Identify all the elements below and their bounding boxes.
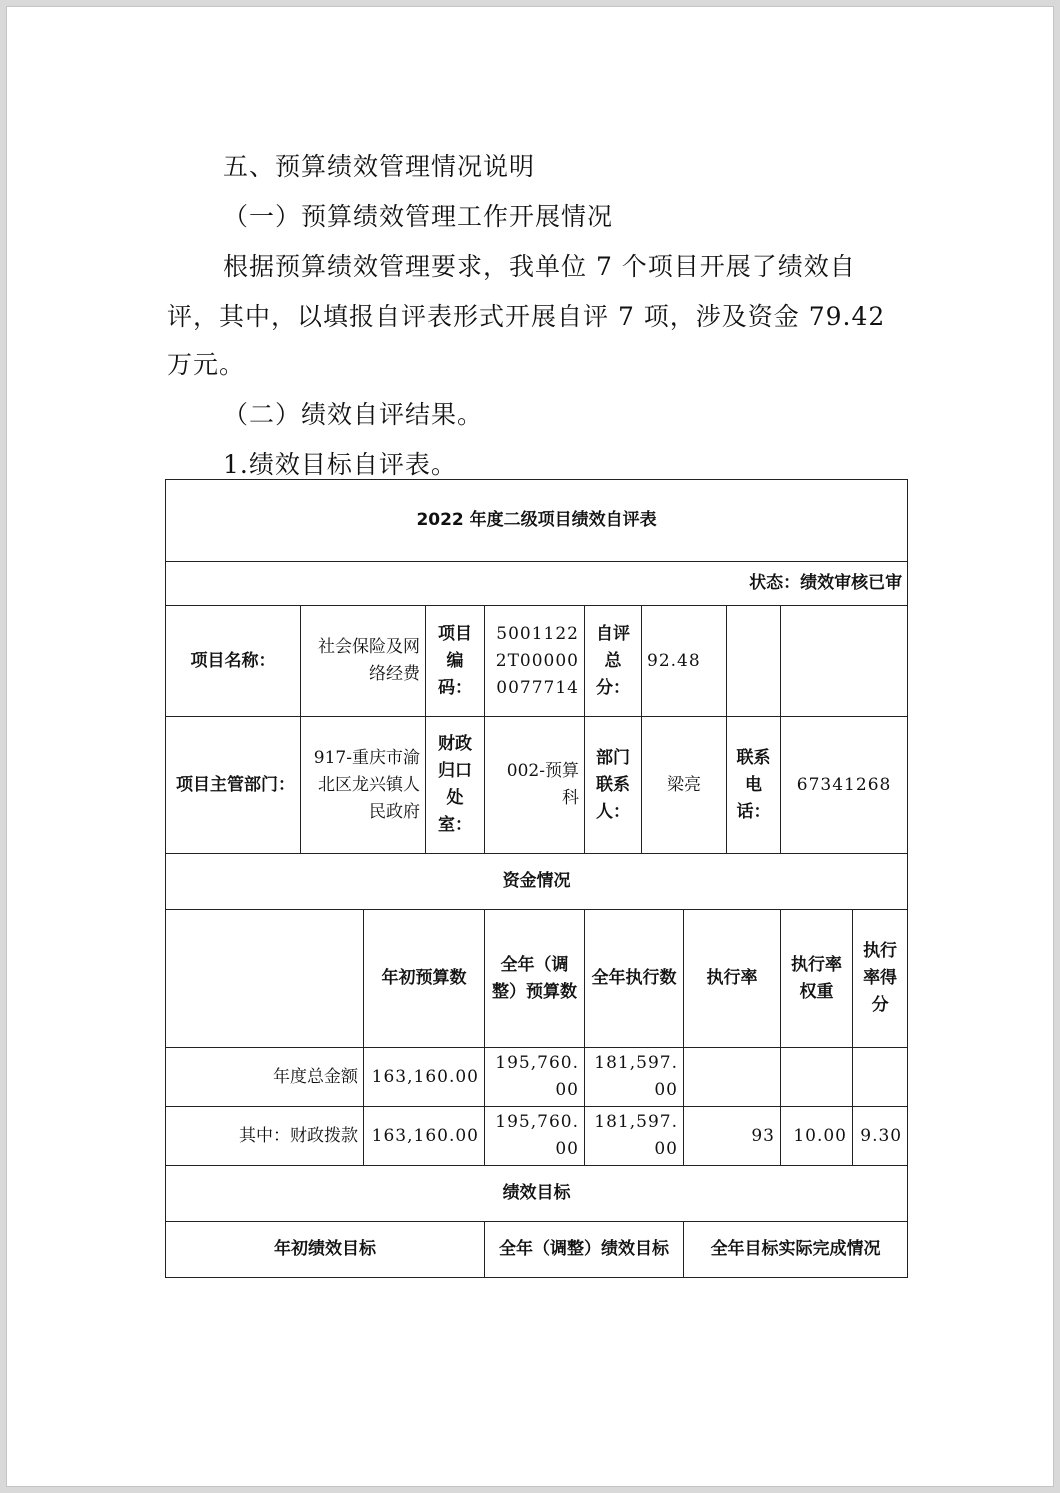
fund-initial-value: 163,160.00 [364,1048,485,1107]
fund-header-adjusted: 全年（调整）预算数 [485,910,585,1048]
contact-value: 梁亮 [642,717,727,854]
project-code-value: 50011222T000000077714 [485,606,585,717]
table-row [166,1107,908,1166]
subheading-2: （二）绩效自评结果。 [223,400,484,429]
fund-executed-value: 181,597.00 [585,1107,684,1166]
finance-office-label: 财政归口处室： [426,717,485,854]
fund-header-score: 执行率得分 [853,910,908,1048]
project-name-value: 社会保险及网络经费 [301,606,426,717]
empty-cell [727,606,781,717]
phone-value: 67341268 [781,717,908,854]
fund-initial-value: 163,160.00 [364,1107,485,1166]
goal-header-actual: 全年目标实际完成情况 [684,1222,908,1278]
table-title: 2022 年度二级项目绩效自评表 [166,480,908,562]
score-label: 自评总分： [585,606,642,717]
fund-header-initial: 年初预算数 [364,910,485,1048]
empty-cell [781,606,908,717]
fund-rate-value: 93 [684,1107,781,1166]
performance-self-evaluation-table [165,479,908,1278]
contact-label: 部门联系人： [585,717,642,854]
body-text-line-3: 万元。 [167,350,246,379]
project-code-label: 项目编码： [426,606,485,717]
table-row [166,1048,908,1107]
funds-section-heading: 资金情况 [166,854,908,910]
fund-adjusted-value: 195,760.00 [485,1048,585,1107]
fund-header-rate: 执行率 [684,910,781,1048]
subheading-1: （一）预算绩效管理工作开展情况 [223,202,614,231]
finance-office-value: 002-预算科 [485,717,585,854]
department-value: 917-重庆市渝北区龙兴镇人民政府 [301,717,426,854]
project-name-label: 项目名称： [166,606,301,717]
goals-section-heading: 绩效目标 [166,1166,908,1222]
empty-cell [166,910,364,1048]
fund-adjusted-value: 195,760.00 [485,1107,585,1166]
fund-row-label: 年度总金额 [166,1048,364,1107]
score-value: 92.48 [642,606,727,717]
goal-header-initial: 年初绩效目标 [166,1222,485,1278]
phone-label: 联系电话： [727,717,781,854]
body-text-line-2: 评，其中，以填报自评表形式开展自评 7 项，涉及资金 79.42 [167,302,886,331]
status-text: 状态：绩效审核已审 [166,562,908,606]
fund-score-value [853,1048,908,1107]
document-page [6,6,1054,1487]
fund-executed-value: 181,597.00 [585,1048,684,1107]
fund-weight-value [781,1048,853,1107]
fund-weight-value: 10.00 [781,1107,853,1166]
fund-header-weight: 执行率权重 [781,910,853,1048]
fund-header-executed: 全年执行数 [585,910,684,1048]
department-label: 项目主管部门： [166,717,301,854]
fund-rate-value [684,1048,781,1107]
body-text-line-1: 根据预算绩效管理要求，我单位 7 个项目开展了绩效自 [223,252,856,281]
subheading-3: 1.绩效目标自评表。 [223,450,457,479]
goal-header-adjusted: 全年（调整）绩效目标 [485,1222,684,1278]
fund-score-value: 9.30 [853,1107,908,1166]
section-heading-5: 五、预算绩效管理情况说明 [223,152,536,181]
fund-row-label: 其中：财政拨款 [166,1107,364,1166]
